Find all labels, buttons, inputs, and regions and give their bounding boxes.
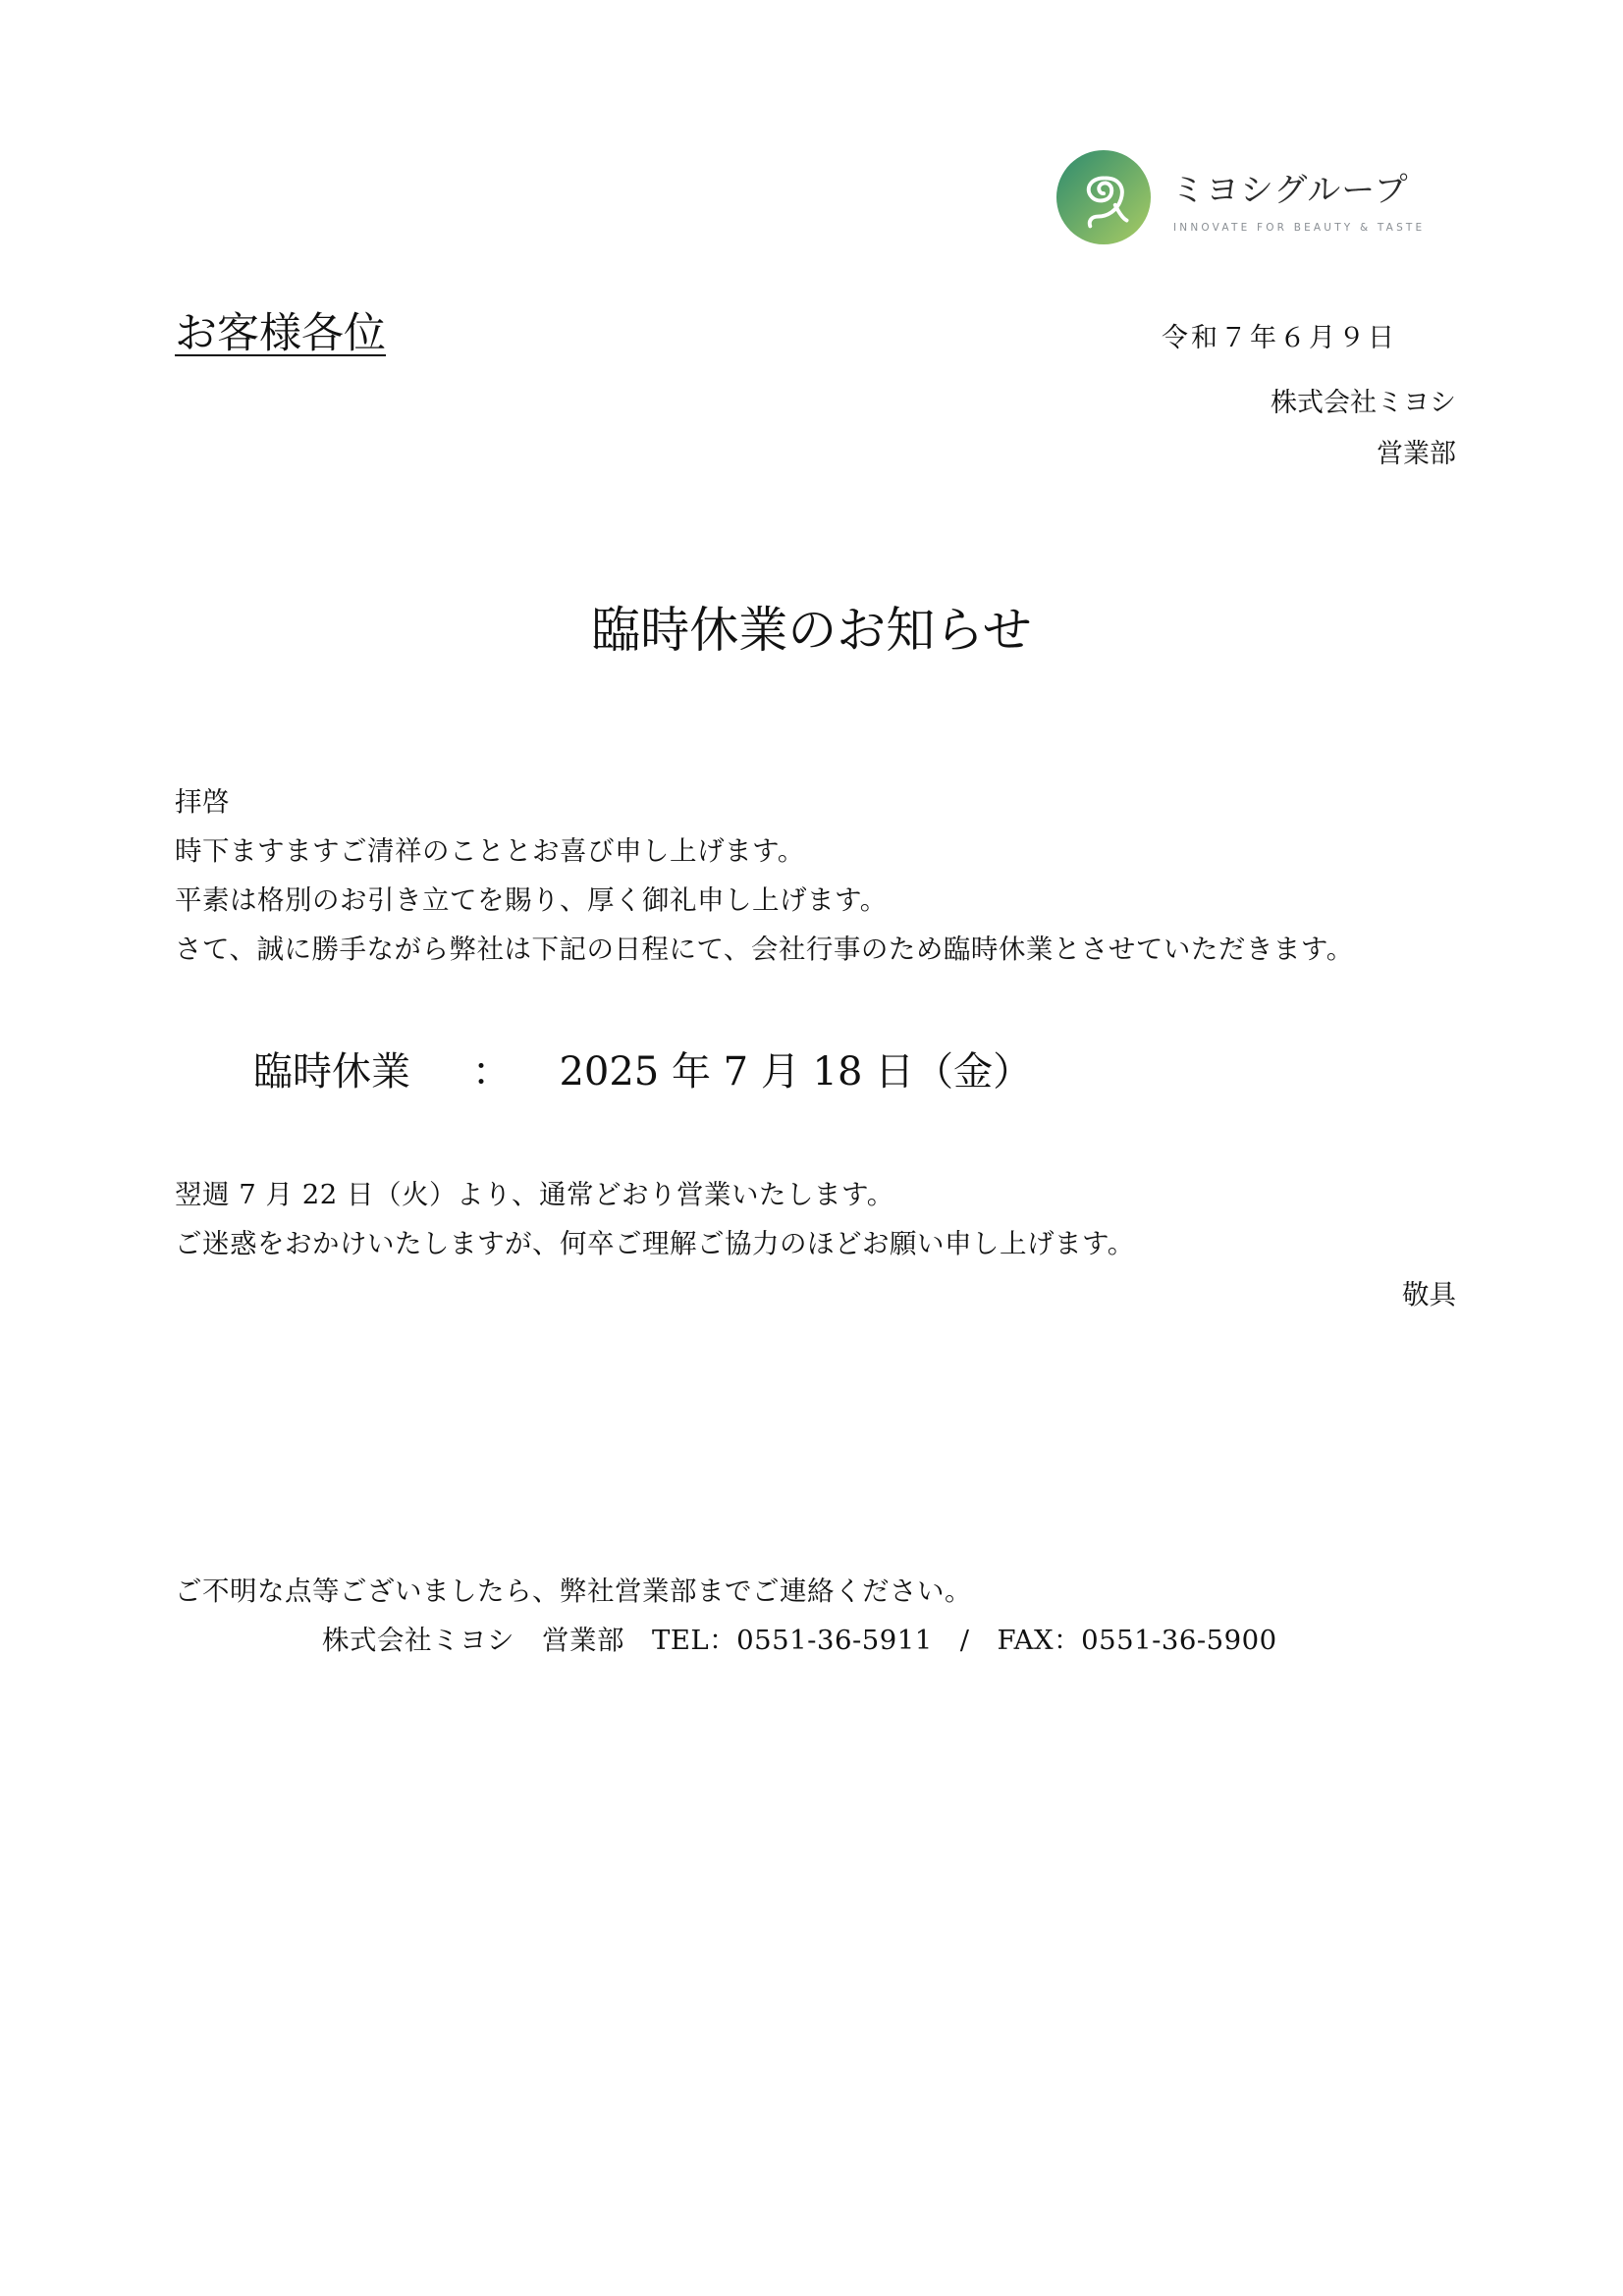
issue-date: 令和７年６月９日 (1162, 323, 1397, 353)
closure-separator: ： (471, 1049, 512, 1095)
recipient-line: お客様各位 (175, 309, 386, 358)
apology-line: ご迷惑をおかけいたしますが、何卒ご理解ご協力のほどお願い申し上げます。 (175, 1228, 1135, 1259)
contact-line: 株式会社ミヨシ 営業部 TEL：0551-36-5911 / FAX：0551-36-5900 (322, 1625, 1277, 1656)
logo-mark-icon (1055, 149, 1152, 245)
inquiry-note: ご不明な点等ございましたら、弊社営業部までご連絡ください。 (175, 1575, 972, 1607)
body-line-1: 時下ますますご清祥のこととお喜び申し上げます。 (175, 835, 805, 867)
sender-department: 営業部 (1377, 439, 1456, 469)
greeting: 拝啓 (175, 786, 230, 818)
closure-date: 2025 年 7 月 18 日（金） (559, 1049, 1033, 1095)
body-line-2: 平素は格別のお引き立てを賜り、厚く御礼申し上げます。 (175, 884, 888, 916)
logo-tagline: INNOVATE FOR BEAUTY & TASTE (1173, 222, 1426, 234)
closing-word: 敬具 (1402, 1279, 1456, 1310)
closure-line (253, 1041, 1032, 1096)
body-line-3: さて、誠に勝手ながら弊社は下記の日程にて、会社行事のため臨時休業とさせていただきます。 (175, 934, 1354, 965)
company-logo (1055, 149, 1429, 247)
sender-company: 株式会社ミヨシ (1271, 388, 1456, 418)
closure-label: 臨時休業 (253, 1049, 410, 1095)
resume-line: 翌週 7 月 22 日（火）より、通常どおり営業いたします。 (175, 1179, 894, 1210)
document-title: 臨時休業のお知らせ (591, 602, 1032, 659)
logo-name: ミヨシグループ (1171, 171, 1409, 210)
